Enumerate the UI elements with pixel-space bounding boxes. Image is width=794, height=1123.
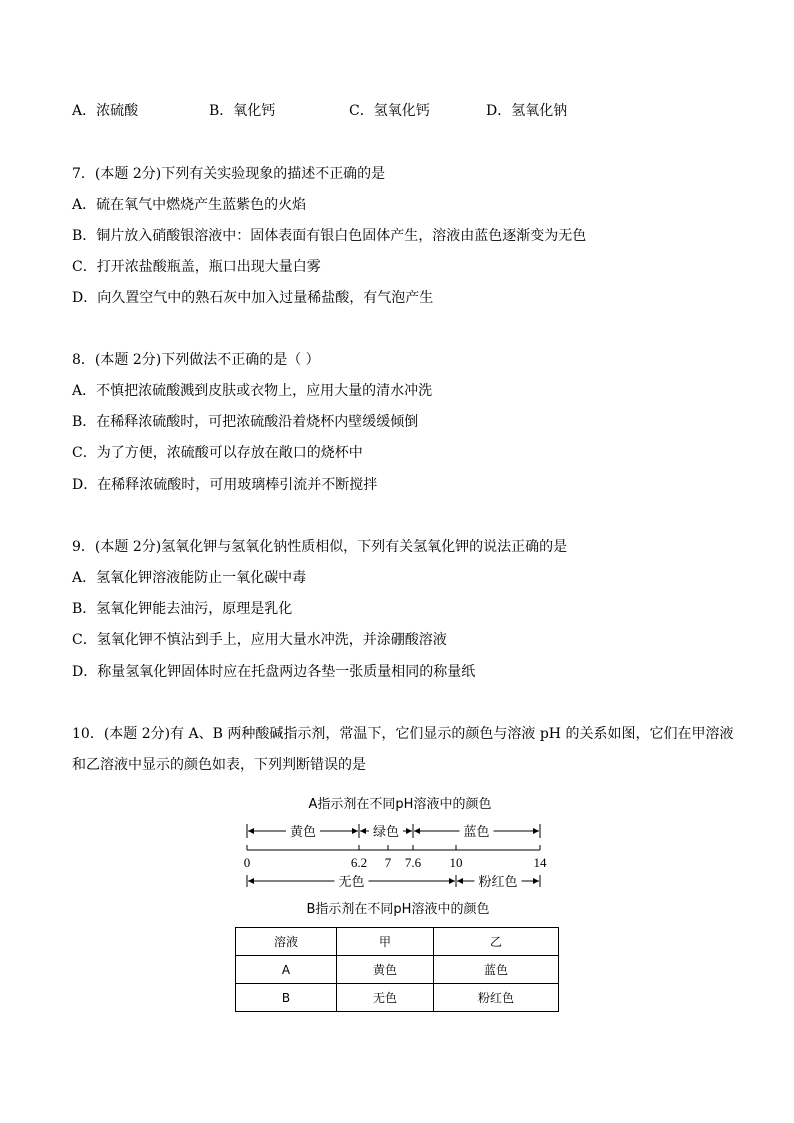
indicator-b-range-1-arrowhead [533,878,539,884]
table-cell: 粉红色 [434,984,559,1012]
q6-option-b: B．氧化钙 [209,103,276,119]
ph-tick-label: 6.2 [350,855,368,870]
ph-indicator-diagram [240,792,560,917]
indicator-a-range-1-arrowhead [360,828,366,834]
table-cell: 蓝色 [434,956,559,984]
q10-stem-line1: 10．(本题 2分)有 A、B 两种酸碱指示剂，常温下，它们显示的颜色与溶液 pH 的关系如图，它们在甲溶液 [72,726,734,742]
indicator-b-title: B指示剂在不同pH溶液中的颜色 [306,902,490,917]
q6-option-a: A．浓硫酸 [72,103,139,119]
table-header-cell: 甲 [337,928,434,956]
q8-stem: 8．(本题 2分)下列做法不正确的是（ ） [72,352,320,368]
q6-options [72,101,672,121]
q7-stem: 7．(本题 2分)下列有关实验现象的描述不正确的是 [72,166,386,182]
indicator-b-range-1-label: 粉红色 [478,875,518,890]
q7-option-b: B．铜片放入硝酸银溶液中：固体表面有银白色固体产生，溶液由蓝色逐渐变为无色 [72,228,587,244]
indicator-b-range-0-arrowhead [449,878,455,884]
indicator-a-range-1-label: 绿色 [372,825,400,840]
ph-tick-label: 7 [384,855,392,870]
indicator-a-range-0-label: 黄色 [289,825,317,840]
table-cell: A [236,956,337,984]
table-row [236,956,559,984]
indicator-a-range-2-label: 蓝色 [463,825,490,840]
indicator-b-range-0-label: 无色 [338,875,365,890]
indicator-b-range-1-arrowhead [457,878,463,884]
q9-option-a: A．氢氧化钾溶液能防止一氧化碳中毒 [72,570,307,586]
table-cell: B [236,984,337,1012]
q9-option-d: D．称量氢氧化钾固体时应在托盘两边各垫一张质量相同的称量纸 [72,664,476,680]
table-cell: 黄色 [337,956,434,984]
q9-stem: 9．(本题 2分)氢氧化钾与氢氧化钠性质相似，下列有关氢氧化钾的说法正确的是 [72,539,568,555]
ph-tick-label: 14 [533,855,547,870]
indicator-a-range-2-arrowhead [533,828,539,834]
q7-option-a: A．硫在氧气中燃烧产生蓝紫色的火焰 [72,197,307,213]
indicator-b-range-0-arrowhead [248,878,254,884]
q8-option-b: B．在稀释浓硫酸时，可把浓硫酸沿着烧杯内壁缓缓倾倒 [72,414,419,430]
indicator-a-range-0-arrowhead [248,828,254,834]
q6-option-d: D．氢氧化钠 [486,103,568,119]
q9-option-c: C．氢氧化钾不慎沾到手上，应用大量水冲洗，并涂硼酸溶液 [72,632,447,648]
q8-option-c: C．为了方便，浓硫酸可以存放在敞口的烧杯中 [72,445,363,461]
table-header-cell: 溶液 [236,928,337,956]
table-header-row [236,928,559,956]
q8-option-d: D．在稀释浓硫酸时，可用玻璃棒引流并不断搅拌 [72,477,378,493]
indicator-a-range-1-arrowhead [406,828,412,834]
ph-tick-label: 10 [449,855,463,870]
ph-diagram-svg [240,792,560,917]
q7-option-c: C．打开浓盐酸瓶盖，瓶口出现大量白雾 [72,259,321,275]
ph-tick-label: 7.6 [404,855,422,870]
q10-stem-line2: 和乙溶液中显示的颜色如表，下列判断错误的是 [72,757,366,773]
q6-option-c: C．氢氧化钙 [349,103,430,119]
table-row [236,984,559,1012]
q8-option-a: A．不慎把浓硫酸溅到皮肤或衣物上，应用大量的清水冲洗 [72,383,433,399]
ph-tick-label: 0 [243,855,251,870]
indicator-a-range-2-arrowhead [414,828,420,834]
table-header-cell: 乙 [434,928,559,956]
q7-option-d: D．向久置空气中的熟石灰中加入过量稀盐酸，有气泡产生 [72,290,434,306]
indicator-a-range-0-arrowhead [352,828,358,834]
table-cell: 无色 [337,984,434,1012]
q9-option-b: B．氢氧化钾能去油污，原理是乳化 [72,601,293,617]
indicator-color-table [235,927,559,1012]
indicator-a-title: A指示剂在不同pH溶液中的颜色 [308,797,492,812]
